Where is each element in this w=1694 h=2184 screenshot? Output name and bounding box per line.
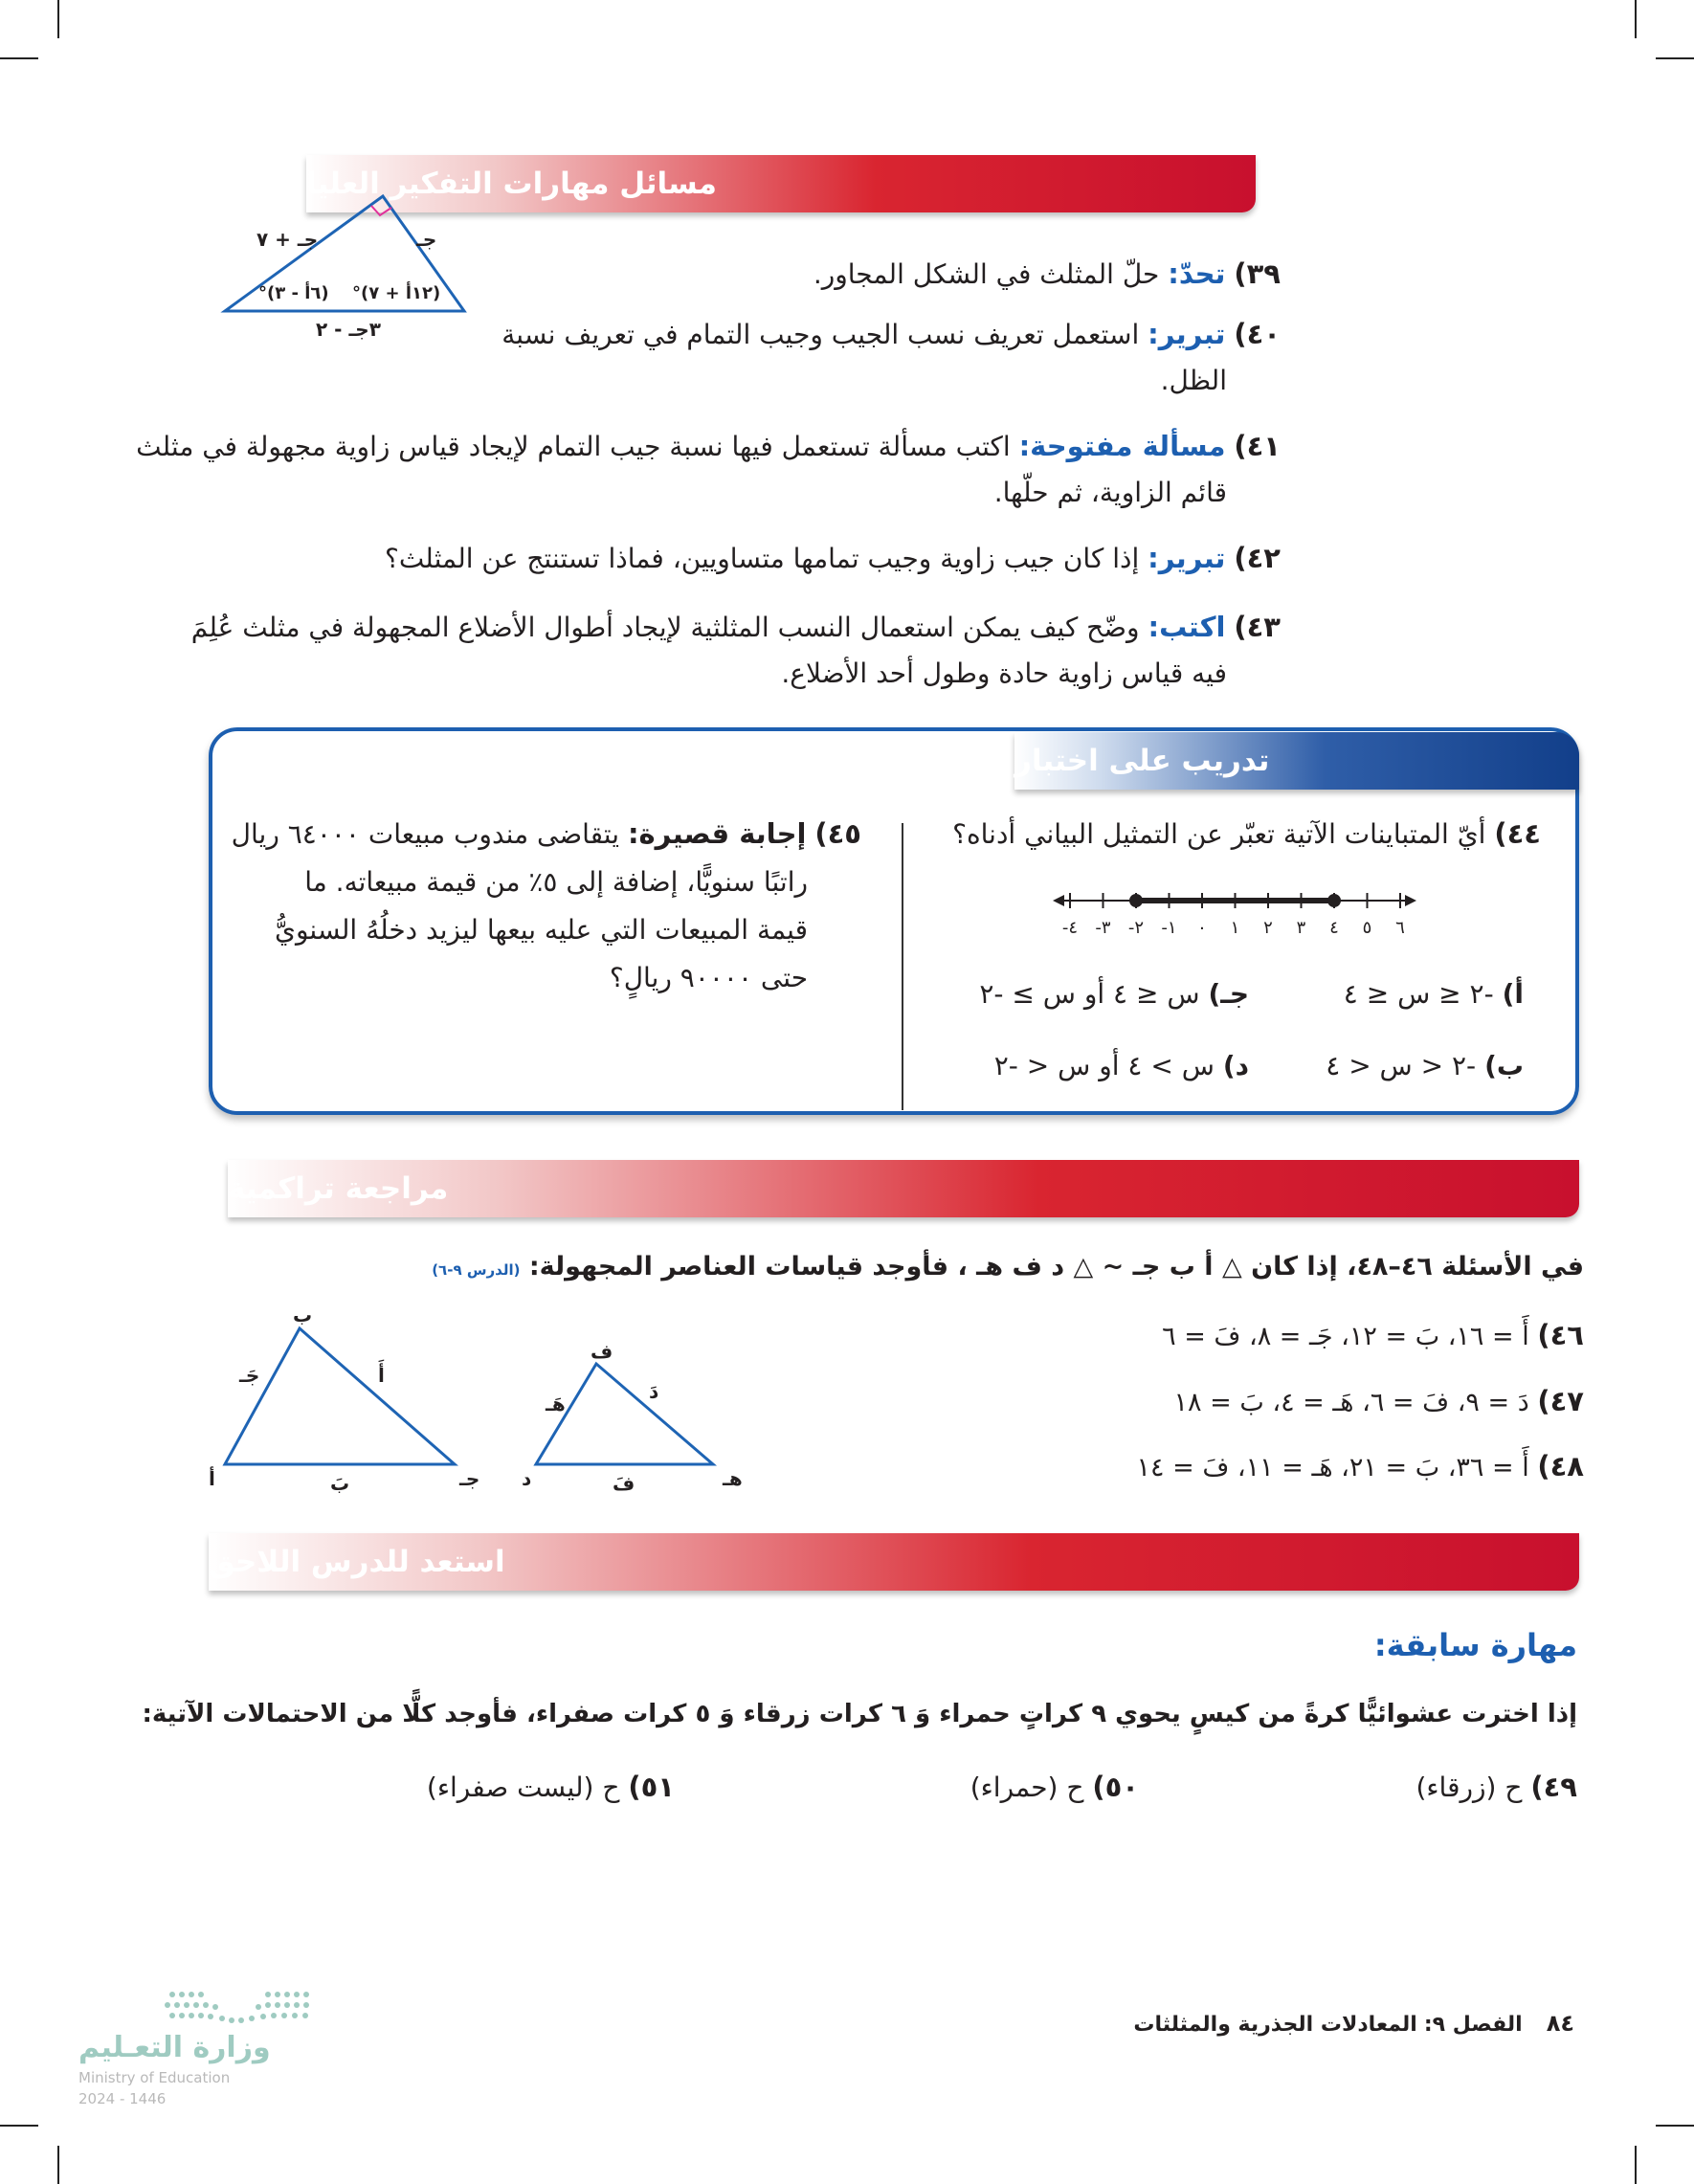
edition-year: 2024 - 1446 <box>78 2090 167 2107</box>
number-line-tick-label: -٤ <box>1061 918 1079 938</box>
q49-number: ٤٩) <box>1530 1771 1577 1803</box>
tri-abc-side-c: جَـ <box>239 1364 260 1387</box>
q40-label: تبرير: <box>1148 318 1226 350</box>
crop-mark <box>1656 2125 1694 2127</box>
q40-text-line2: الظل. <box>1160 365 1227 396</box>
q43-text-line1: وضّح كيف يمكن استعمال النسب المثلثية لإيجاد أطوال الأضلاع المجهولة في مثلث عُلِمَ <box>190 612 1140 643</box>
number-line-tick-label: -١ <box>1161 918 1177 938</box>
tri-abc-vertex-a: أ <box>209 1467 215 1490</box>
q39-number: ٣٩) <box>1234 257 1281 290</box>
q44-text: أيّ المتباينات الآتية تعبّر عن التمثيل البياني أدناه؟ <box>952 818 1486 850</box>
q46-text: أَ = ١٦، بَ = ١٢، جَـ = ٨، فَ = ٦ <box>1162 1322 1529 1351</box>
q41-text-line1: اكتب مسألة تستعمل فيها نسبة جيب التمام لإيجاد قياس زاوية مجهولة في مثلث <box>136 431 1011 462</box>
q43-text-line2: فيه قياس زاوية حادة وطول أحد الأضلاع. <box>781 657 1227 689</box>
q50-text: ح (حمراء) <box>970 1772 1084 1803</box>
number-line <box>1053 880 1416 938</box>
q44-option-c-text: س ≤ ٤ أو س ≥ -٢ <box>979 978 1200 1010</box>
q45-text-line3: قيمة المبيعات التي عليه بيعها ليزيد دخلُهُ السنويُّ <box>275 914 808 946</box>
q44-option-d[interactable] <box>994 1050 1249 1081</box>
q39-text: حلّ المثلث في الشكل المجاور. <box>813 258 1160 290</box>
q39-side-right: جـ <box>416 228 437 251</box>
question-45 <box>231 812 861 1003</box>
question-41 <box>132 424 1281 520</box>
q41-text-line2: قائم الزاوية، ثم حلّها. <box>993 477 1227 508</box>
q42-number: ٤٢) <box>1234 542 1281 574</box>
tri-dfh-side-h: هَـ <box>546 1393 566 1415</box>
review-lesson-ref: (الدرس ٩-٦) <box>432 1261 521 1279</box>
q48-number: ٤٨) <box>1537 1450 1584 1482</box>
q44-option-d-text: س > ٤ أو س < -٢ <box>993 1050 1215 1081</box>
q51-text: ح (ليست صفراء) <box>426 1772 620 1803</box>
question-44 <box>909 812 1541 859</box>
q44-option-b-letter: ب) <box>1484 1050 1524 1081</box>
test-banner <box>1014 732 1579 790</box>
question-39 <box>419 252 1281 296</box>
q44-option-a-letter: أ) <box>1502 978 1524 1010</box>
question-49 <box>1415 1771 1577 1803</box>
number-line-endpoint-left <box>1129 894 1143 907</box>
tri-abc-side-a: أَ <box>378 1364 385 1387</box>
q46-number: ٤٦) <box>1537 1319 1584 1351</box>
q45-text-line1: يتقاضى مندوب مبيعات ٦٤٠٠٠ ريال <box>231 818 620 850</box>
q44-option-b[interactable] <box>1326 1050 1524 1081</box>
footer <box>1133 2010 1574 2037</box>
q44-option-a[interactable] <box>1344 978 1524 1010</box>
next-lesson-title: استعد للدرس اللاحق <box>209 1545 505 1579</box>
number-line-tick-label: -٣ <box>1095 918 1111 938</box>
crop-mark <box>57 2146 59 2184</box>
q39-angle-left: (١٢أ + ٧)° <box>352 283 441 303</box>
q44-option-c[interactable] <box>979 978 1249 1010</box>
crop-mark <box>0 2125 38 2127</box>
tri-abc-side-b: بَ <box>330 1472 350 1495</box>
review-banner <box>228 1160 1579 1217</box>
page-number: ٨٤ <box>1546 2010 1574 2037</box>
q44-option-c-letter: جـ) <box>1208 978 1249 1010</box>
question-50 <box>970 1771 1139 1803</box>
number-line-tick-label: ٥ <box>1362 918 1372 938</box>
prior-skill-heading: مهارة سابقة: <box>1373 1627 1577 1663</box>
q49-text: ح (زرقاء) <box>1415 1772 1523 1803</box>
right-angle-marker <box>371 206 391 215</box>
prep-intro: إذا اخترت عشوائيًّا كرةً من كيسٍ يحوي ٩ كراتٍ حمراء وَ ٦ كرات زرقاء وَ ٥ كرات صفراء، فأوجد كلًّا من الاحتمالات الآتية: <box>142 1700 1577 1728</box>
number-line-tick-label: ٢ <box>1263 918 1273 938</box>
review-intro-text: في الأسئلة ٤٦–٤٨، إذا كان △ أ ب جـ ~ △ د ف هـ ، فأوجد قياسات العناصر المجهولة: <box>528 1252 1584 1281</box>
triangle-abc <box>225 1328 455 1464</box>
test-title: تدريب على اختبار <box>1014 744 1270 778</box>
q48-text: أَ = ٣٦، بَ = ٢١، هَـ = ١١، فَ = ١٤ <box>1136 1453 1529 1482</box>
number-line-arrow-left <box>1053 895 1064 906</box>
ministry-logo-icon <box>163 1989 316 2025</box>
chapter-title: المعادلات الجذرية والمثلثات <box>1133 2013 1417 2037</box>
question-42 <box>228 536 1281 584</box>
q45-text-line4: حتى ٩٠٠٠٠ ريالٍ؟ <box>609 962 808 993</box>
q39-label: تحدّ: <box>1168 257 1226 290</box>
crop-mark <box>57 0 59 38</box>
number-line-tick-label: ٤ <box>1329 918 1339 938</box>
tri-dfh-side-f: فَ <box>613 1472 635 1495</box>
q39-side-left: جـ + ٧ <box>256 228 319 251</box>
q43-number: ٤٣) <box>1234 611 1281 643</box>
ministry-name-en: Ministry of Education <box>78 2069 231 2086</box>
tri-abc-vertex-c: جـ <box>459 1467 480 1490</box>
question-51 <box>427 1771 675 1803</box>
question-40 <box>419 312 1281 408</box>
number-line-tick-label: ٣ <box>1296 918 1306 938</box>
number-line-tick-label: ٦ <box>1395 918 1405 938</box>
hots-title: مسائل مهارات التفكير العليا <box>306 167 717 201</box>
crop-mark <box>1635 0 1637 38</box>
review-title: مراجعة تراكمية <box>228 1171 449 1206</box>
q44-option-d-letter: د) <box>1222 1050 1249 1081</box>
ministry-name-ar: وزارة التعـليم <box>78 2031 271 2064</box>
test-divider <box>902 823 903 1110</box>
question-43 <box>132 605 1281 701</box>
tri-dfh-side-d: دَ <box>649 1380 659 1403</box>
q47-number: ٤٧) <box>1537 1385 1584 1417</box>
q41-label: مسألة مفتوحة: <box>1018 430 1226 462</box>
number-line-arrow-right <box>1405 895 1416 906</box>
q44-option-a-text: -٢ ≤ س ≤ ٤ <box>1343 978 1494 1010</box>
q43-label: اكتب: <box>1148 611 1226 643</box>
q51-number: ٥١) <box>628 1771 675 1803</box>
number-line-tick-label: ١ <box>1230 918 1240 938</box>
number-line-tick-label: -٢ <box>1127 918 1145 938</box>
chapter-label: الفصل ٩: <box>1423 2013 1523 2037</box>
q40-number: ٤٠) <box>1234 318 1281 350</box>
q41-number: ٤١) <box>1234 430 1281 462</box>
tri-dfh-vertex-h: هـ <box>723 1467 743 1490</box>
tri-dfh-vertex-d: د <box>522 1467 532 1490</box>
tri-abc-vertex-b: ب <box>293 1304 313 1326</box>
number-line-tick-label: ٠ <box>1197 918 1207 938</box>
number-line-endpoint-right <box>1327 894 1341 907</box>
question-48 <box>1137 1450 1584 1482</box>
q44-option-b-text: -٢ < س < ٤ <box>1326 1050 1477 1081</box>
q45-text-line2: راتبًا سنويًّا، إضافة إلى ٥٪ من قيمة مبيعاته. ما <box>304 866 808 898</box>
review-intro <box>432 1252 1584 1281</box>
next-lesson-banner <box>209 1533 1579 1591</box>
q42-label: تبرير: <box>1148 542 1226 574</box>
q44-number: ٤٤) <box>1494 817 1541 850</box>
question-47 <box>1174 1385 1584 1417</box>
q50-number: ٥٠) <box>1092 1771 1139 1803</box>
q39-angle-right: (٦أ - ٣)° <box>258 283 329 303</box>
q47-text: دَ = ٩، فَ = ٦، هَـ = ٤، بَ = ١٨ <box>1173 1388 1529 1417</box>
tri-dfh-vertex-f: ف <box>591 1340 613 1363</box>
crop-mark <box>1656 57 1694 59</box>
q45-number: ٤٥) <box>814 817 861 850</box>
crop-mark <box>0 57 38 59</box>
crop-mark <box>1635 2146 1637 2184</box>
q39-side-bottom: ٣جـ - ٢ <box>316 318 381 341</box>
triangle-abc-figure <box>206 1311 483 1474</box>
q45-label: إجابة قصيرة: <box>627 817 807 850</box>
q42-text: إذا كان جيب زاوية وجيب تمامها متساويين، فماذا تستنتج عن المثلث؟ <box>384 543 1140 574</box>
question-46 <box>1162 1319 1584 1351</box>
q40-text-line1: استعمل تعريف نسب الجيب وجيب التمام في تعريف نسبة <box>502 319 1140 350</box>
